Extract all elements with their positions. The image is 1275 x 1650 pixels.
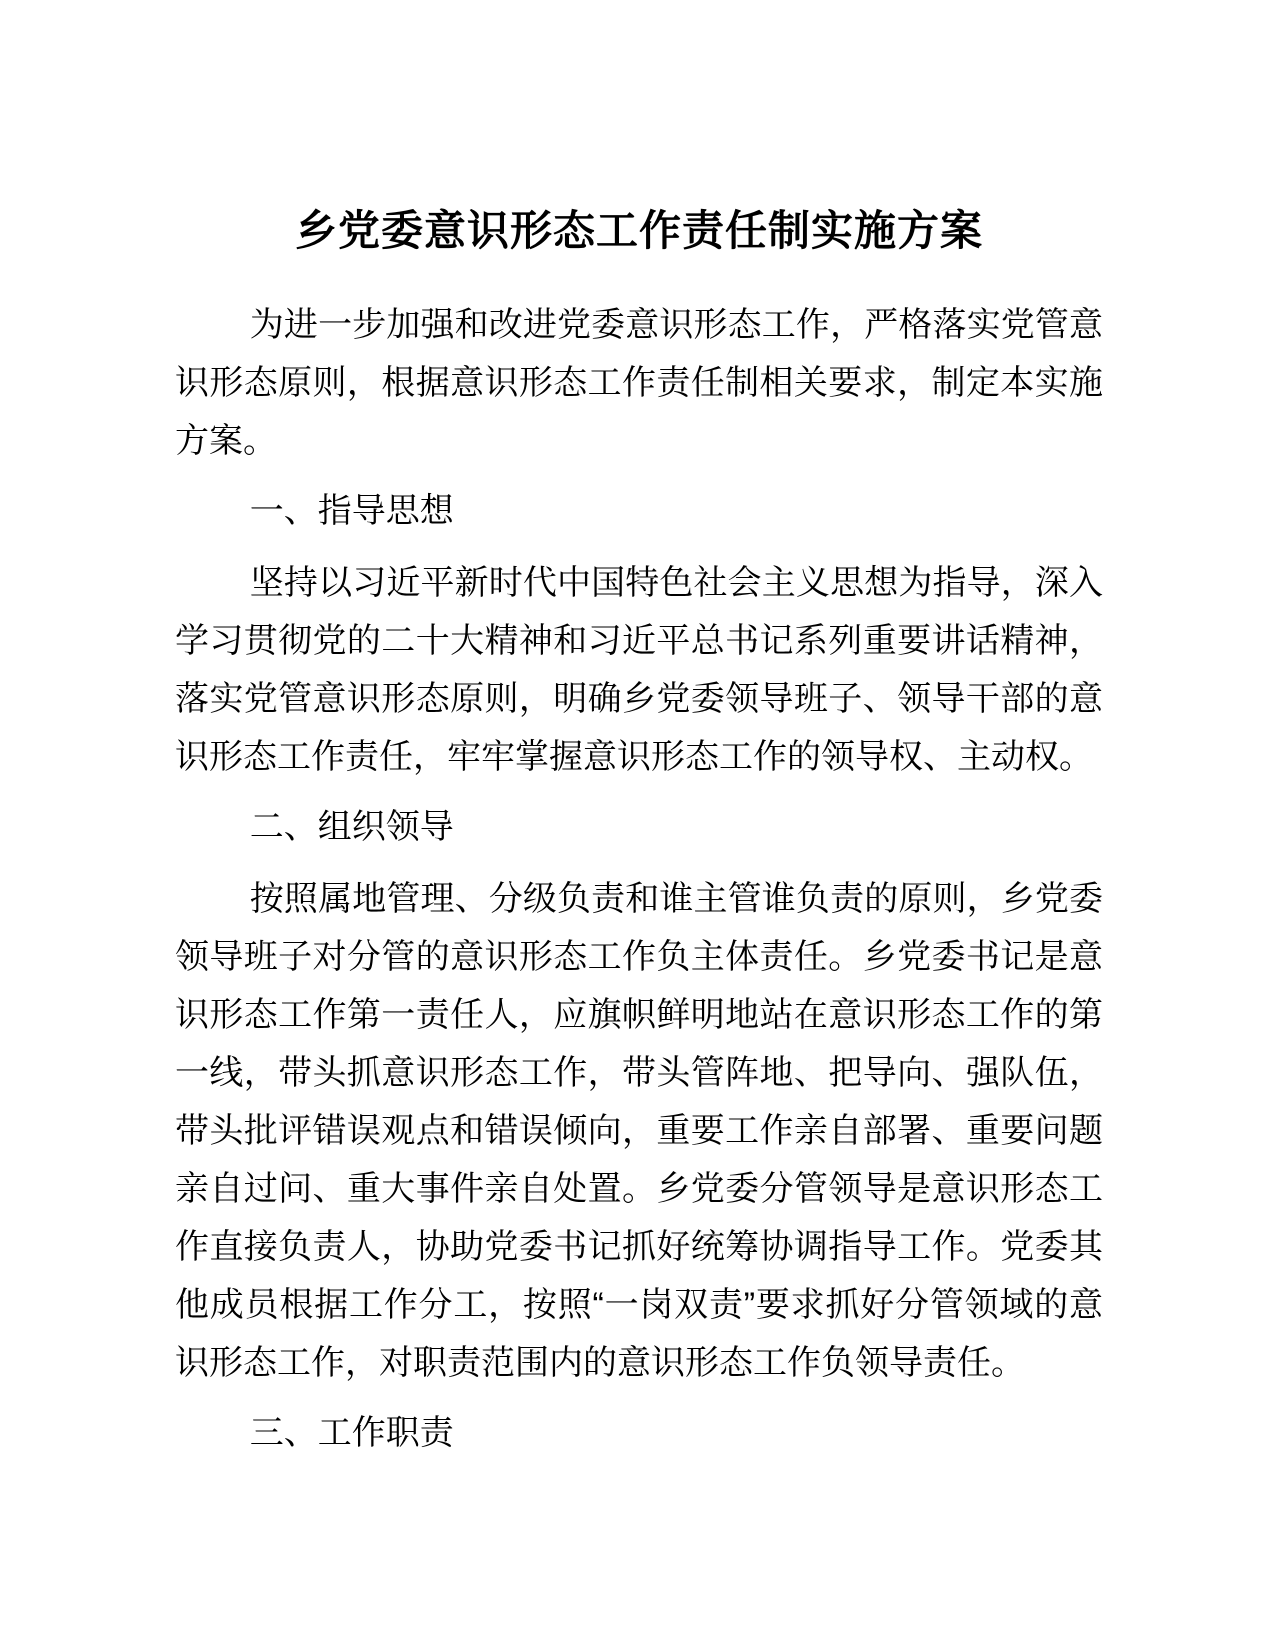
organization-leadership-paragraph: 按照属地管理、分级负责和谁主管谁负责的原则，乡党委领导班子对分管的意识形态工作负主体责任。乡党委书记是意识形态工作第一责任人，应旗帜鲜明地站在意识形态工作的第一线，带头抓意识形态工作，带头管阵地、把导向、强队伍，带头批评错误观点和错误倾向，重要工作亲自部署、重要问题亲自过问、重大事件亲自处置。乡党委分管领导是意识形态工作直接负责人，协助党委书记抓好统筹协调指导工作。党委其他成员根据工作分工，按照“一岗双责”要求抓好分管领域的意识形态工作，对职责范围内的意识形态工作负领导责任。 — [175, 880, 1103, 1382]
section-heading-3: 三、工作职责 — [249, 1414, 454, 1452]
section-heading-2: 二、组织领导 — [249, 808, 454, 846]
guiding-thought-paragraph: 坚持以习近平新时代中国特色社会主义思想为指导，深入学习贯彻党的二十大精神和习近平总书记系列重要讲话精神，落实党管意识形态原则，明确乡党委领导班子、领导干部的意识形态工作责任，牢牢掌握意识形态工作的领导权、主动权。 — [175, 564, 1103, 776]
section-heading-1: 一、指导思想 — [249, 492, 454, 530]
intro-paragraph: 为进一步加强和改进党委意识形态工作，严格落实党管意识形态原则，根据意识形态工作责任制相关要求，制定本实施方案。 — [175, 306, 1103, 460]
document-title: 乡党委意识形态工作责任制实施方案 — [294, 207, 983, 254]
